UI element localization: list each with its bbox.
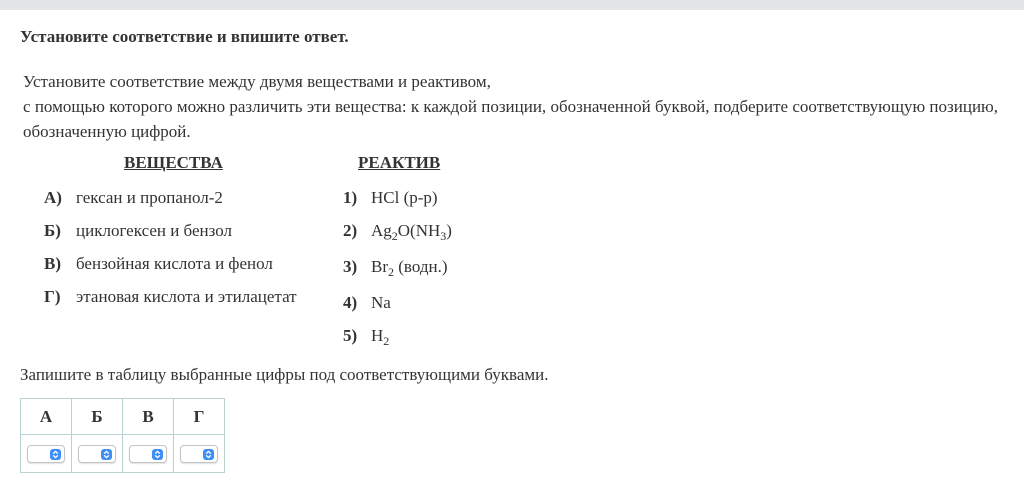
answer-select-a[interactable] [27, 445, 65, 463]
reagent-number: 2) [343, 221, 358, 240]
answer-select-b[interactable] [78, 445, 116, 463]
task-description-line-2: с помощью которого можно различить эти вещества: к каждой позиции, обозначенной буквой, подберите соответствующую позицию, обозначенную цифрой. [23, 97, 998, 141]
reagent-header: РЕАКТИВ [358, 153, 441, 172]
substance-text: гексан и пропанол-2 [76, 188, 223, 207]
select-updown-icon [152, 449, 163, 460]
answer-header-g: Г [174, 399, 225, 435]
answer-select-v[interactable] [129, 445, 167, 463]
reagent-formula: $Br_2$ (водн.) [371, 257, 448, 279]
reagent-formula: $H_2$ [371, 326, 390, 348]
task-title: Установите соответствие и впишите ответ. [20, 27, 349, 46]
substance-letter: В) [44, 254, 61, 273]
substance-text: циклогексен и бензол [76, 221, 233, 240]
select-updown-icon [50, 449, 61, 460]
reagent-number: 4) [343, 293, 358, 312]
answer-header-v: В [123, 399, 174, 435]
substance-letter: Г) [44, 287, 61, 306]
top-bar [0, 0, 1024, 10]
task-description [23, 69, 998, 144]
answer-header-a: А [21, 399, 72, 435]
reagent-number: 1) [343, 188, 358, 207]
answer-cell-b [72, 435, 123, 473]
task-description-line-1: Установите соответствие между двумя веществами и реактивом, [23, 72, 491, 91]
reagent-number: 5) [343, 326, 358, 345]
substance-letter: А) [44, 188, 62, 207]
substance-text: бензойная кислота и фенол [76, 254, 273, 273]
answer-cell-v [123, 435, 174, 473]
reagent-text: HCl (р-р) [371, 188, 438, 207]
answer-table-header-row [21, 399, 225, 435]
substance-text: этановая кислота и этилацетат [76, 287, 297, 306]
answer-table-select-row [21, 435, 225, 473]
answer-select-g[interactable] [180, 445, 218, 463]
substances-header: ВЕЩЕСТВА [124, 153, 223, 172]
select-updown-icon [101, 449, 112, 460]
substance-letter: Б) [44, 221, 61, 240]
answer-header-b: Б [72, 399, 123, 435]
answer-table [20, 398, 225, 473]
answer-cell-a [21, 435, 72, 473]
reagent-number: 3) [343, 257, 358, 276]
answer-instruction: Запишите в таблицу выбранные цифры под соответствующими буквами. [20, 365, 549, 384]
reagent-text: Na [371, 293, 391, 312]
answer-cell-g [174, 435, 225, 473]
select-updown-icon [203, 449, 214, 460]
reagent-formula: $Ag_2O(NH_3)$ [371, 221, 452, 243]
